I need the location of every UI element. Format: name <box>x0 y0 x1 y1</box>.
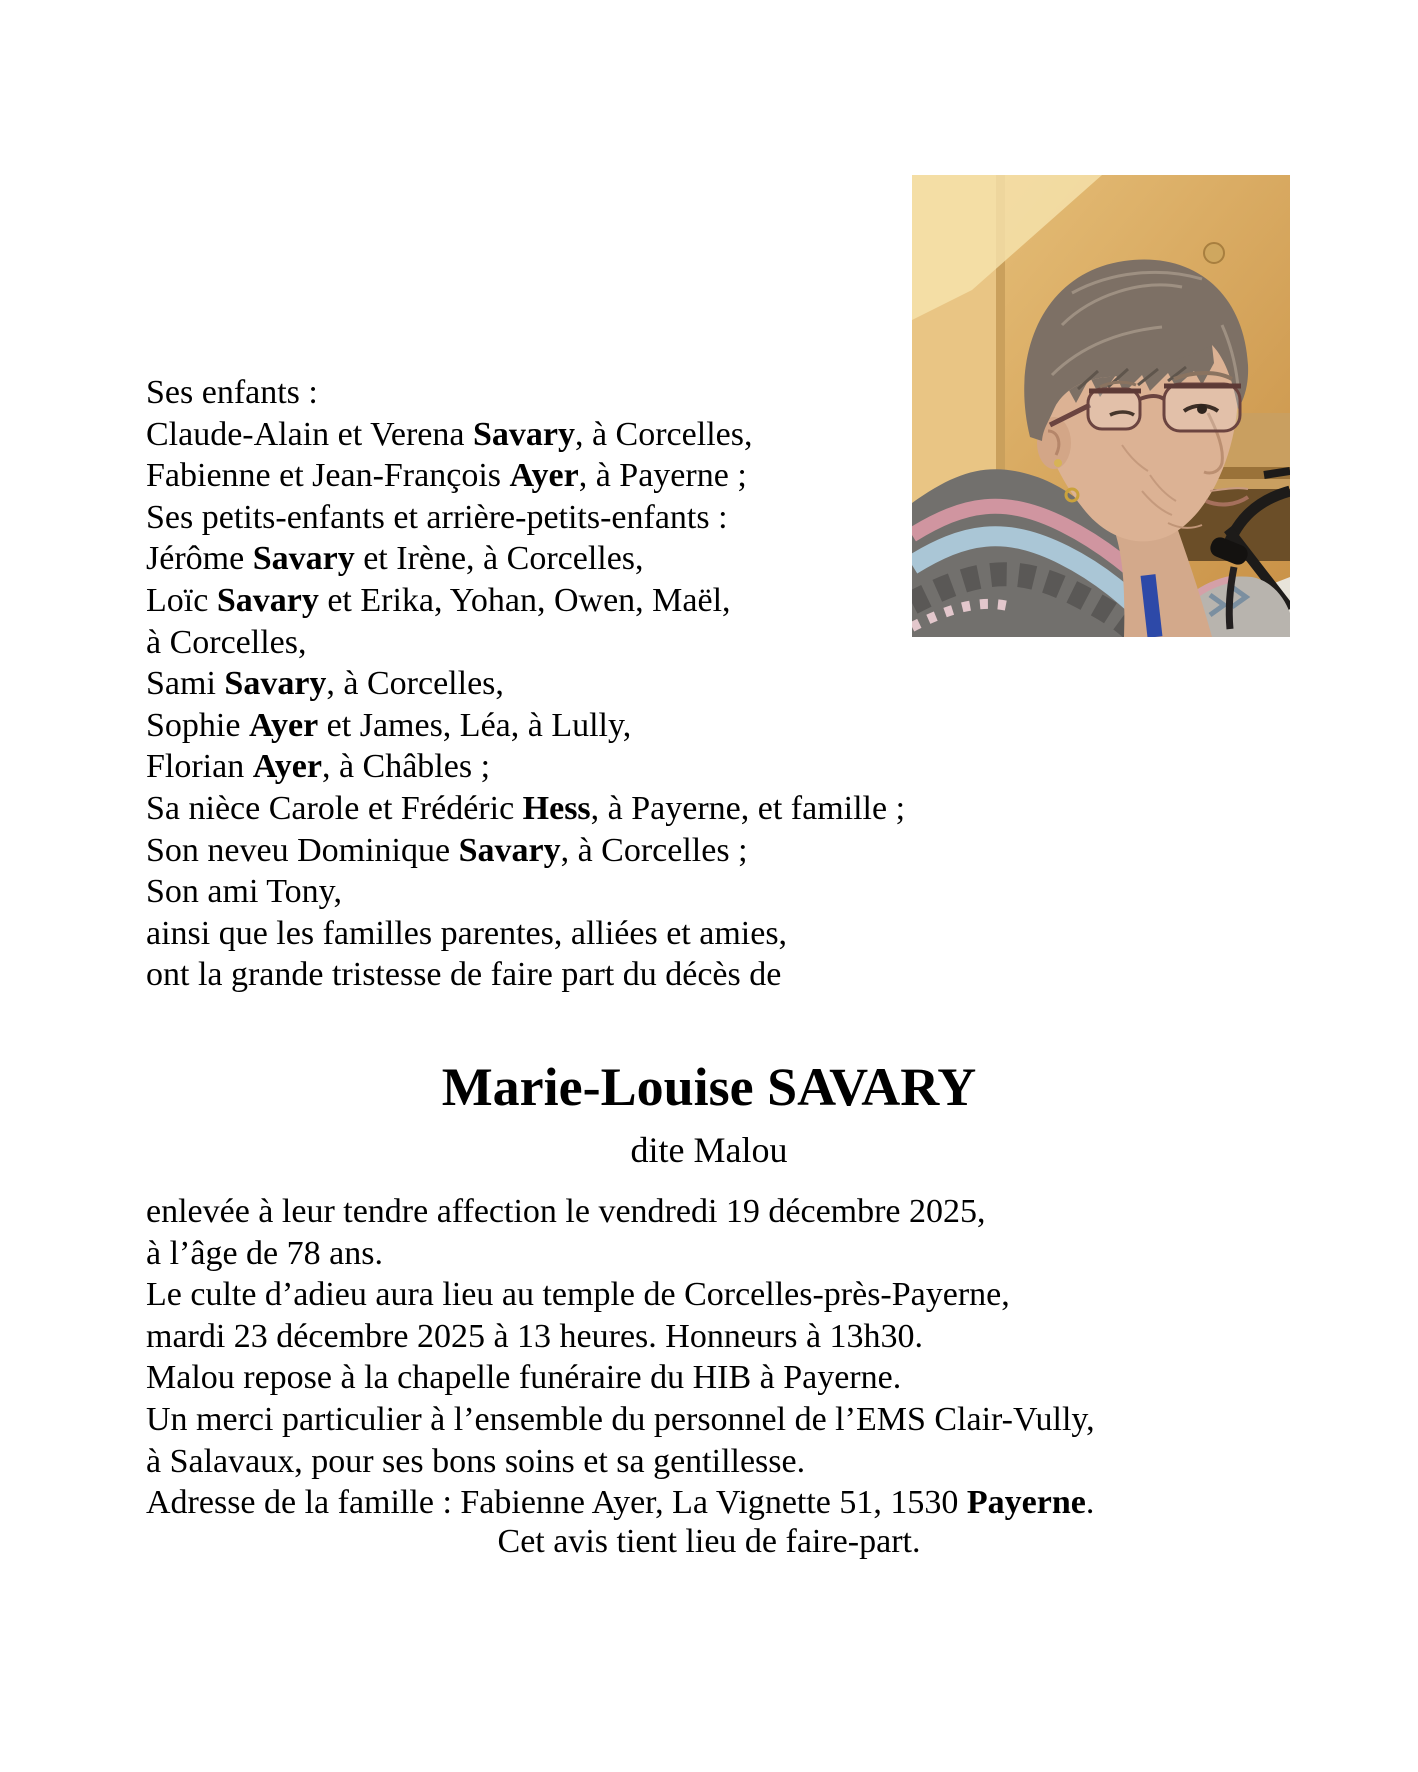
portrait-photo <box>912 175 1290 637</box>
family-line <box>146 455 905 497</box>
family-surname: Ayer <box>252 748 322 786</box>
funeral-details-block <box>146 1191 1095 1524</box>
text-segment: , à Corcelles ; <box>560 831 748 869</box>
text-segment: ont la grande tristesse de faire part du décès de <box>146 956 782 994</box>
family-line <box>146 580 905 622</box>
family-line <box>146 538 905 580</box>
details-line <box>146 1441 1095 1483</box>
family-surname: Ayer <box>248 706 319 744</box>
details-line <box>146 1399 1095 1441</box>
earring-stud <box>1054 459 1062 467</box>
text-segment: Florian <box>146 748 253 786</box>
text-segment: et James, Léa, à Lully, <box>318 706 632 744</box>
details-line <box>146 1357 1095 1399</box>
text-segment: à Corcelles, <box>146 623 307 661</box>
family-surname: Hess <box>522 789 591 827</box>
family-line <box>146 372 905 414</box>
text-segment: mardi 23 décembre 2025 à 13 heures. Honneurs à 13h30. <box>146 1317 924 1355</box>
text-segment: Adresse de la famille : Fabienne Ayer, La Vignette 51, 1530 <box>146 1484 967 1522</box>
family-surname: Savary <box>224 665 327 703</box>
closing-line: Cet avis tient lieu de faire-part. <box>497 1523 921 1560</box>
text-segment: Ses enfants : <box>146 374 318 411</box>
portrait-photo-illustration <box>912 175 1290 637</box>
text-segment: Loïc <box>146 581 217 619</box>
text-segment: Le culte d’adieu aura lieu au temple de Corcelles-près-Payerne, <box>146 1276 1010 1314</box>
deceased-name-title: Marie-Louise SAVARY <box>441 1057 977 1117</box>
text-segment: Claude-Alain et Verena <box>146 415 473 453</box>
text-segment: . <box>1085 1484 1095 1522</box>
family-surname: Ayer <box>509 457 579 495</box>
family-line <box>146 663 905 705</box>
text-segment: Jérôme <box>146 540 253 578</box>
lanyard <box>1148 575 1155 637</box>
details-line <box>146 1233 1095 1275</box>
details-line <box>146 1274 1095 1316</box>
details-line <box>146 1482 1095 1524</box>
text-segment: , à Corcelles, <box>326 665 504 703</box>
text-segment: , à Payerne, et famille ; <box>590 789 906 827</box>
family-line <box>146 788 905 830</box>
text-segment: Son ami Tony, <box>146 873 342 911</box>
text-segment: Ses petits-enfants et arrière-petits-enfants : <box>146 498 728 536</box>
text-segment: , à Châbles ; <box>321 748 491 786</box>
family-line <box>146 497 905 539</box>
text-segment: , à Corcelles, <box>574 415 753 453</box>
family-line <box>146 746 905 788</box>
text-segment: Son neveu Dominique <box>146 831 459 869</box>
family-surname: Payerne <box>966 1484 1086 1522</box>
text-segment: ainsi que les familles parentes, alliées et amies, <box>146 914 788 952</box>
text-segment: Sami <box>146 665 225 703</box>
deceased-nickname: dite Malou <box>630 1130 788 1170</box>
text-segment: Malou repose à la chapelle funéraire du HIB à Payerne. <box>146 1359 902 1397</box>
family-line <box>146 830 905 872</box>
text-segment: à Salavaux, pour ses bons soins et sa gentillesse. <box>146 1442 806 1480</box>
family-surname: Savary <box>252 540 355 578</box>
family-line <box>146 871 905 913</box>
text-segment: Fabienne et Jean-François <box>146 457 510 495</box>
text-segment: , à Payerne ; <box>578 457 747 495</box>
door-knob <box>1204 243 1224 263</box>
family-line <box>146 622 905 664</box>
family-line <box>146 913 905 955</box>
details-line <box>146 1191 1095 1233</box>
details-line <box>146 1316 1095 1358</box>
family-surname: Savary <box>216 581 319 619</box>
family-announcement-block <box>146 372 905 996</box>
text-segment: à l’âge de 78 ans. <box>146 1234 383 1272</box>
family-surname: Savary <box>458 831 561 869</box>
family-line <box>146 414 905 456</box>
text-segment: Sa nièce Carole et Frédéric <box>146 789 523 827</box>
text-segment: Un merci particulier à l’ensemble du personnel de l’EMS Clair-Vully, <box>146 1400 1095 1438</box>
text-segment: et Erika, Yohan, Owen, Maël, <box>318 581 731 619</box>
family-line <box>146 705 905 747</box>
family-line <box>146 954 905 996</box>
family-surname: Savary <box>472 415 575 453</box>
text-segment: Sophie <box>146 706 249 744</box>
text-segment: et Irène, à Corcelles, <box>354 540 644 578</box>
text-segment: enlevée à leur tendre affection le vendredi 19 décembre 2025, <box>146 1193 986 1230</box>
